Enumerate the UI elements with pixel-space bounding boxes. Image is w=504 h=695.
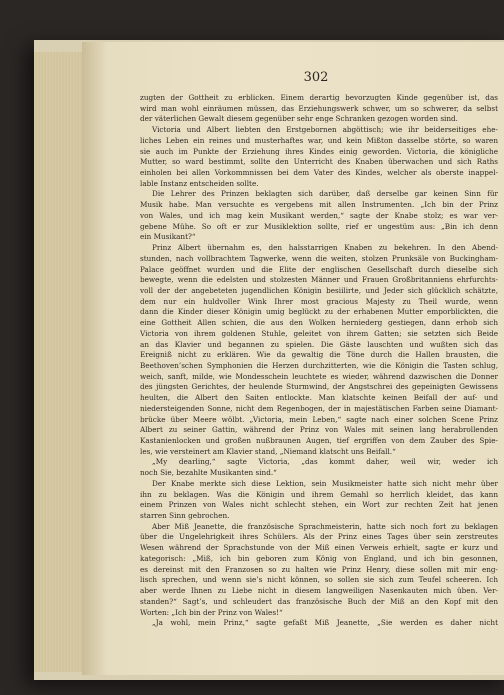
text-line: ihn zu beklagen. Was die Königin und ihrem Gemahl so herrlich kleidet, das kann — [140, 489, 498, 499]
text-line: einem Prinzen von Wales nicht schlecht stehen, ein Wort zur rechten Zeit hat jenen — [140, 500, 498, 510]
text-line: Der Knabe merkte sich diese Lektion, sein Musikmeister hatte sich nicht mehr über — [152, 478, 498, 488]
text-line: lisch sprechen, und wenn sie’s nicht können, so sollen sie sich zum Teufel scheeren. Ich — [140, 575, 498, 585]
text-line: Beethoven’schen Symphonien die Herzen durchzitterten, wie die Königin die Tasten schlug, — [140, 360, 498, 370]
text-line: es dereinst mit den Franzosen so zu halten wie Prinz Henry, diese sollen mit mir eng- — [140, 564, 498, 574]
text-line: der väterlichen Gewalt diesem gegenüber sehr enge Schranken gezogen worden sind. — [140, 114, 458, 124]
text-line: heulten, die Albert den Saiten entlockte. Man klatschte keinen Beifall der auf- und — [140, 393, 498, 403]
text-line: Die Lehrer des Prinzen beklagten sich darüber, daß derselbe gar keinen Sinn für — [152, 189, 498, 199]
text-line: liches Leben ein reines und musterhaftes war, und kein Mißton dasselbe störte, so waren — [140, 135, 498, 145]
text-line: lable Instanz entscheiden sollte. — [140, 178, 259, 188]
body-text — [140, 93, 498, 673]
text-line: brücke über Meere wölbt. „Victoria, mein Leben,“ sagte nach einer solchen Scene Prinz — [140, 414, 498, 424]
text-line: stunden, nach vollbrachtem Tagwerke, wenn die weiten, stolzen Prunksäle von Buckingham- — [140, 253, 498, 263]
text-line: standen?“ Sagt’s, und schleudert das französische Buch der Miß an den Kopf mit den — [140, 596, 498, 606]
text-line: starren Sinn gebrochen. — [140, 511, 230, 521]
text-line: aber werde Ihnen zu Liebe nicht in diesem langweiligen Nasenkauten mich üben. Ver- — [140, 586, 498, 596]
text-line: Prinz Albert übernahm es, den halsstarrigen Knaben zu bekehren. In den Abend- — [152, 243, 498, 253]
text-line: Musik habe. Man versuchte es vergebens mit allen Instrumenten. „Ich bin der Prinz — [140, 200, 498, 210]
text-line: Victoria und Albert liebten den Erstgebornen abgöttisch; wie ihr beiderseitiges ehe- — [152, 125, 498, 135]
text-line: noch Sie, bezahlte Musikanten sind.“ — [140, 468, 277, 478]
text-line: Wesen während der Sprachstunde von der Miß einen Verweis erhielt, sagte er kurz und — [140, 543, 498, 553]
text-line: von Wales, und ich mag kein Musikant werden,“ sagte der Knabe stolz; es war ver- — [140, 210, 498, 220]
text-line: einholen bei allen Vorkommnissen bei dem Vater des Kindes, welcher als oberste inappel- — [140, 168, 498, 178]
text-line: Worten: „Ich bin der Prinz von Wales!“ — [140, 607, 283, 617]
text-line: ein Musikant?“ — [140, 232, 196, 242]
text-line: Kastanienlocken und großen nußbraunen Augen, tief ergriffen von dem Zauber des Spie- — [140, 436, 498, 445]
page-edges — [34, 52, 83, 672]
text-line: les, wie versteinert am Klavier stand, „Niemand klatscht uns Beifall.“ — [140, 446, 396, 456]
text-line: dann die Kinder dieser Königin umig beglückt zu der erhabenen Mutter emporblickten, die — [140, 307, 498, 317]
text-line: eine Gottheit Allen schien, die aus den Wolken herniederg gestiegen, dann erhob sich — [140, 318, 498, 328]
text-line: „Ja wohl, mein Prinz,“ sagte gefaßt Miß Jeanette, „Sie werden es daher nicht — [152, 618, 498, 628]
text-line: Mutter, so ward bestimmt, sollte den Unterricht des Knaben überwachen und sich Raths — [140, 157, 498, 167]
text-line: „My dearling,“ sagte Victoria, „das kommt daher, weil wir, weder ich — [152, 457, 498, 467]
text-line: kategorisch: „Miß, ich bin geboren zum König von England, und ich bin gesonnen, — [140, 553, 498, 563]
text-line: weich, sanft, milde, wie Mondesschein leuchtete es wieder, während dazwischen die Donner — [140, 371, 498, 381]
text-line: gebene Mühe. So oft er zur Musiklektion sollte, rief er ungestüm aus: „Bin ich denn — [140, 221, 498, 231]
text-line: des jüngsten Gerichtes, der heulende Sturmwind, der Angstschrei des gepeinigten Gewissens — [140, 382, 498, 392]
text-line: dem nur ein huldvoller Wink Ihrer most gracious Majesty zu Theil wurde, wenn — [140, 296, 498, 306]
text-line: voll der der angebeteten jugendlichen Königin besiilirte, und Jeder sich glücklich schätzte, — [140, 285, 498, 295]
text-line: Aber Miß Jeanette, die französische Sprachmeisterin, hatte sich noch fort zu beklagen — [152, 521, 498, 531]
text-line: sie auch im Punkte der Erziehung ihres Kindes einig geworden. Victoria, die königliche — [140, 146, 498, 156]
text-line: Victoria von ihrem goldenen Stuhle, geleitet von ihrem Gatten; sie setzten sich Beide — [140, 328, 498, 338]
page-number: 302 — [303, 70, 329, 85]
text-line: niedersteigenden Sonne, nicht dem Regenbogen, der in majestätischen Farben seine Diamant- — [140, 403, 498, 413]
text-line: bewegte, wenn die edelsten und stolzesten Männer und Frauen Großbritanniens ehrfurchts- — [140, 275, 498, 285]
text-line: Ereigniß nicht zu erklären. Wie da gewaltig die Töne durch die Hallen brausten, die — [140, 350, 498, 360]
text-line: Palace geöffnet wurden und die Elite der englischen Gesellschaft durch dieselbe sich — [140, 264, 498, 274]
text-line: wird man wohl einräumen müssen, das Erziehungswerk schwer, um so schwerer, da selbst — [140, 103, 498, 113]
text-line: an das Klavier und begannen zu spielen. Die Gäste lauschten und wußten sich das — [140, 339, 498, 349]
text-line: Albert zu seiner Gattin, während der Prinz von Wales mit seinen lang herabrollenden — [140, 425, 498, 435]
text-line: zugten der Gottheit zu erblicken. Einem derartig bevorzugten Kinde gegenüber ist, das — [140, 93, 498, 102]
text-line: über die Ungelehrigkeit ihres Schülers. Als der Prinz eines Tages über sein zerstreutes — [140, 532, 498, 542]
